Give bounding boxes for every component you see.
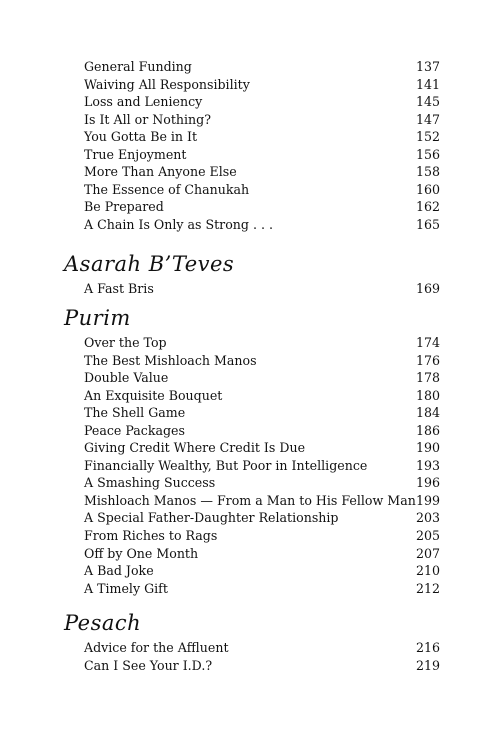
toc-entry: [84, 474, 440, 492]
toc-entry: [84, 163, 440, 181]
toc-entries: [66, 334, 440, 597]
toc-entry-title: A Chain Is Only as Strong . . .: [84, 216, 273, 232]
toc-entry-title: Giving Credit Where Credit Is Due: [84, 440, 306, 456]
toc-entry-page: 162: [415, 199, 440, 215]
toc-entry-title: You Gotta Be in It: [84, 129, 198, 145]
toc-entry-page: 212: [415, 580, 440, 596]
toc-entry: [84, 216, 440, 234]
toc-entry-page: 152: [415, 129, 440, 145]
toc-entry-title: Advice for the Affluent: [84, 640, 229, 655]
toc-entry-title: Can I See Your I.D.?: [84, 657, 213, 673]
toc-entry: [84, 198, 440, 216]
toc-entry: [84, 280, 440, 298]
toc-entry-title: General Funding: [84, 59, 192, 74]
toc-entry-page: 203: [415, 510, 440, 526]
toc-entry-title: The Essence of Chanukah: [84, 181, 250, 197]
toc-entry-title: A Timely Gift: [84, 580, 168, 596]
toc-entry-page: 199: [415, 492, 440, 508]
toc-entry-title: Off by One Month: [84, 545, 199, 561]
toc-entry-page: 207: [415, 545, 440, 561]
toc-section-purim: [66, 306, 440, 597]
toc-entry-title: More Than Anyone Else: [84, 164, 237, 180]
toc-entry-title: Waiving All Responsibility: [84, 76, 250, 92]
toc-entry: [84, 111, 440, 129]
toc-entry-page: 160: [415, 181, 440, 197]
toc-entry-page: 205: [415, 528, 440, 544]
toc-entry-title: An Exquisite Bouquet: [84, 387, 223, 403]
toc-entry-page: 141: [415, 76, 440, 92]
toc-entry-title: A Smashing Success: [84, 475, 216, 491]
toc-entry-page: 186: [415, 422, 440, 438]
toc-entry: [84, 657, 440, 675]
toc-entry-page: 174: [415, 335, 440, 350]
toc-entry-page: 158: [415, 164, 440, 180]
toc-entry: [84, 369, 440, 387]
toc-entries: [66, 58, 440, 233]
toc-entry: [84, 334, 440, 352]
toc-entry: [84, 58, 440, 76]
toc-entry: [84, 527, 440, 545]
toc-entry-page: 216: [415, 640, 440, 655]
toc-entry-page: 180: [415, 387, 440, 403]
toc-entry-page: 137: [415, 59, 440, 74]
toc-entry-title: From Riches to Rags: [84, 528, 218, 544]
toc-entry-title: The Shell Game: [84, 405, 186, 421]
toc-entries: [66, 639, 440, 674]
toc-entry-title: A Special Father-Daughter Relationship: [84, 510, 339, 526]
toc-entry: [84, 545, 440, 563]
section-heading: Pesach: [64, 611, 142, 635]
toc-entry-page: 178: [415, 370, 440, 386]
toc-entry-title: Over the Top: [84, 335, 167, 350]
toc-entry-page: 219: [415, 657, 440, 673]
toc-entry-page: 190: [415, 440, 440, 456]
toc-entry-page: 169: [415, 281, 440, 296]
toc-entry-page: 156: [415, 146, 440, 162]
toc-entry-title: Mishloach Manos — From a Man to His Fellow Man: [84, 492, 416, 508]
toc-entry-title: Financially Wealthy, But Poor in Intelligence: [84, 457, 368, 473]
toc-entry-page: 145: [415, 94, 440, 110]
toc-entry: [84, 352, 440, 370]
toc-entry-page: 196: [415, 475, 440, 491]
toc-entry: [84, 439, 440, 457]
toc-entry: [84, 492, 440, 510]
toc-entries: [66, 280, 440, 298]
toc-entry-title: Is It All or Nothing?: [84, 111, 211, 127]
toc-entry: [84, 93, 440, 111]
toc-entry: [84, 639, 440, 657]
toc-entry-title: A Fast Bris: [84, 281, 154, 296]
toc-entry-page: 210: [415, 563, 440, 579]
toc-entry-page: 184: [415, 405, 440, 421]
toc-entry: [84, 457, 440, 475]
toc-entry: [84, 562, 440, 580]
toc-entry: [84, 387, 440, 405]
toc-entry: [84, 580, 440, 598]
toc-entry-title: Loss and Leniency: [84, 94, 203, 110]
toc-entry-title: Peace Packages: [84, 422, 185, 438]
toc-section-continued: [66, 58, 440, 233]
toc-entry: [84, 181, 440, 199]
toc-entry-page: 147: [415, 111, 440, 127]
toc-section-asarah-bteves: [66, 252, 440, 298]
toc-section-pesach: [66, 611, 440, 674]
section-heading: Asarah B’Teves: [64, 252, 235, 276]
toc-entry-title: True Enjoyment: [84, 146, 187, 162]
toc-entry: [84, 76, 440, 94]
toc-entry: [84, 128, 440, 146]
toc-entry-page: 176: [415, 352, 440, 368]
toc-entry-title: The Best Mishloach Manos: [84, 352, 257, 368]
toc-entry: [84, 422, 440, 440]
toc-entry: [84, 509, 440, 527]
toc-entry-page: 193: [415, 457, 440, 473]
toc-entry-page: 165: [415, 216, 440, 232]
toc-entry: [84, 404, 440, 422]
toc-entry-title: A Bad Joke: [84, 563, 154, 579]
toc-entry-title: Double Value: [84, 370, 169, 386]
toc-entry: [84, 146, 440, 164]
toc-entry-title: Be Prepared: [84, 199, 164, 215]
section-heading: Purim: [64, 306, 131, 330]
